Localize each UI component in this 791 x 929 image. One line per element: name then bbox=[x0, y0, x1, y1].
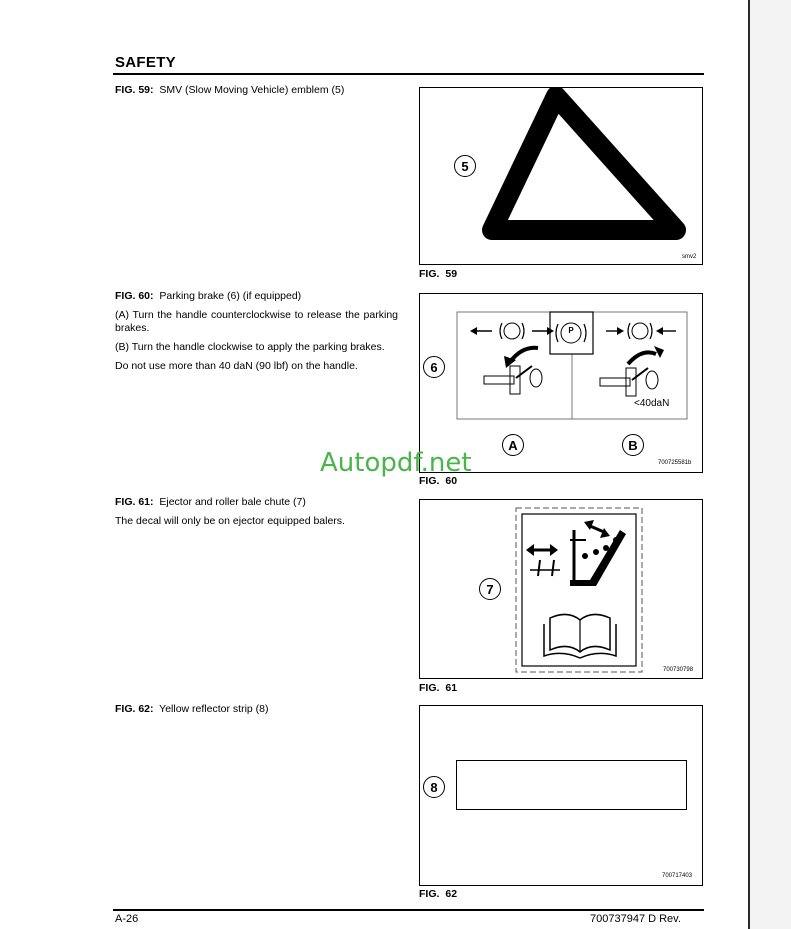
callout-7: 7 bbox=[479, 578, 501, 600]
callout-6: 6 bbox=[423, 356, 445, 378]
section-title: SAFETY bbox=[115, 54, 176, 71]
fig59-text bbox=[115, 84, 398, 103]
fig60-caption: FIG. 60 bbox=[419, 475, 458, 487]
force-label: <40daN bbox=[634, 398, 670, 409]
fig59-code: smv2 bbox=[682, 254, 697, 260]
ejector-decal-icon bbox=[420, 500, 702, 678]
p-symbol: P bbox=[568, 326, 574, 335]
fig59-ref: FIG. 59: bbox=[115, 84, 154, 96]
fig62-code: 700717403 bbox=[662, 873, 693, 879]
parking-brake-decal-icon bbox=[420, 294, 702, 472]
fig61-text bbox=[115, 496, 398, 534]
fig62-caption: FIG. 62 bbox=[419, 888, 458, 900]
reflector-strip bbox=[456, 760, 687, 810]
label-a: A bbox=[502, 434, 524, 456]
footer-rule bbox=[113, 909, 704, 911]
fig62-desc: Yellow reflector strip (8) bbox=[159, 703, 269, 715]
document-number: 700737947 D Rev. bbox=[590, 913, 681, 925]
fig59-desc: SMV (Slow Moving Vehicle) emblem (5) bbox=[159, 84, 345, 96]
fig59-image bbox=[419, 87, 703, 265]
fig61-image bbox=[419, 499, 703, 679]
fig59-caption: FIG. 59 bbox=[419, 268, 458, 280]
fig61-code: 700730798 bbox=[663, 667, 694, 673]
fig60-release: (A) Turn the handle counterclockwise to release the parking brakes. bbox=[115, 309, 398, 334]
label-b: B bbox=[622, 434, 644, 456]
title-rule bbox=[113, 73, 704, 75]
callout-5: 5 bbox=[454, 155, 476, 177]
fig61-ref: FIG. 61: bbox=[115, 496, 154, 508]
fig60-image bbox=[419, 293, 703, 473]
fig61-title: Ejector and roller bale chute (7) bbox=[159, 496, 306, 508]
page-margin bbox=[750, 0, 791, 929]
fig60-ref: FIG. 60: bbox=[115, 290, 154, 302]
watermark: Autopdf.net bbox=[320, 448, 472, 478]
fig60-code: 700725581b bbox=[658, 460, 692, 466]
fig60-apply: (B) Turn the handle clockwise to apply the parking brakes. bbox=[115, 341, 385, 353]
callout-8: 8 bbox=[423, 776, 445, 798]
fig60-text bbox=[115, 290, 398, 379]
fig61-note: The decal will only be on ejector equipped balers. bbox=[115, 515, 345, 527]
fig62-ref: FIG. 62: bbox=[115, 703, 154, 715]
fig62-image bbox=[419, 705, 703, 886]
fig60-force: Do not use more than 40 daN (90 lbf) on the handle. bbox=[115, 360, 358, 372]
fig62-text bbox=[115, 703, 398, 722]
fig61-caption: FIG. 61 bbox=[419, 682, 458, 694]
fig60-title: Parking brake (6) (if equipped) bbox=[159, 290, 302, 302]
page-number: A-26 bbox=[115, 913, 139, 925]
